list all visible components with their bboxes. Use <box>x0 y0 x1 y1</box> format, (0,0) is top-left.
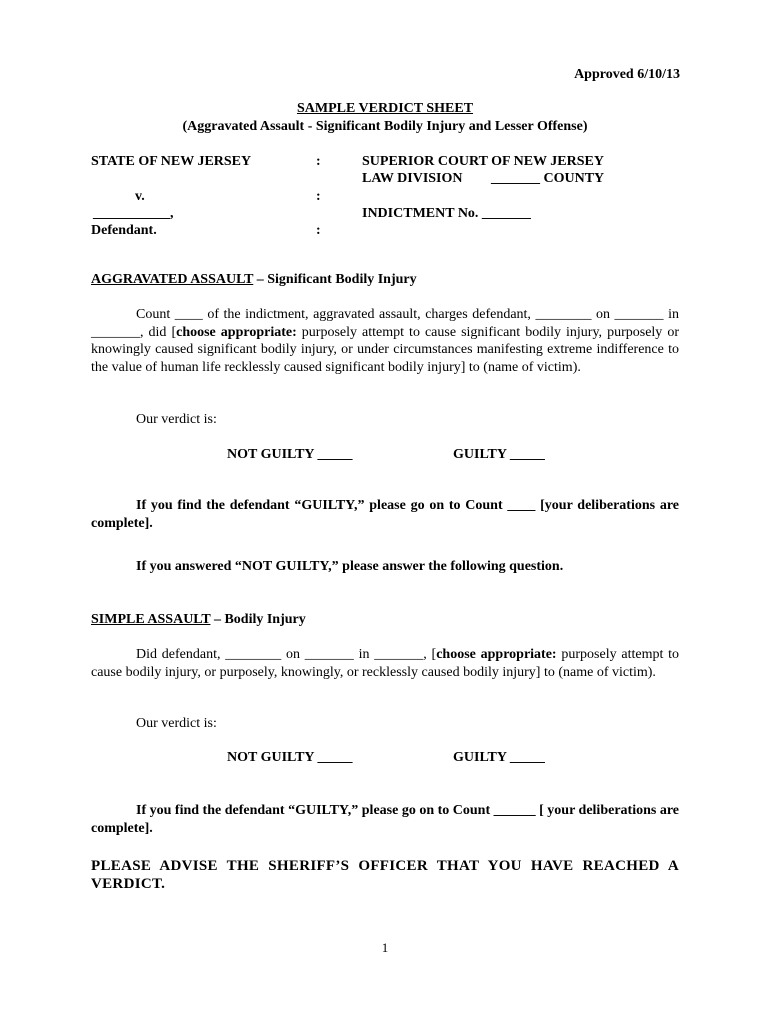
caption-indictment: INDICTMENT No. _______ <box>362 206 531 221</box>
caption-county: _______ COUNTY <box>491 171 605 186</box>
caption-colon-2: : <box>316 189 321 204</box>
section1-heading <box>91 271 417 289</box>
caption-defendant-blank: ___________, <box>93 206 174 221</box>
section2-heading <box>91 611 306 629</box>
page-number: 1 <box>381 940 389 955</box>
caption-law-division: LAW DIVISION <box>362 171 463 186</box>
section1-paragraph <box>91 306 679 376</box>
section1-heading-subtitle: – Significant Bodily Injury <box>253 272 417 287</box>
section1-not-guilty-question: If you answered “NOT GUILTY,” please answer the following question. <box>136 559 564 574</box>
document-title: SAMPLE VERDICT SHEET <box>296 101 474 116</box>
section2-paragraph-choose: choose appropriate: <box>436 647 557 662</box>
section2-not-guilty[interactable]: NOT GUILTY _____ <box>227 750 353 765</box>
caption-v: v. <box>135 189 145 204</box>
section1-not-guilty[interactable]: NOT GUILTY _____ <box>227 447 353 462</box>
section2-verdict-label: Our verdict is: <box>136 716 217 731</box>
caption-colon-3: : <box>316 223 321 238</box>
section1-heading-offense: AGGRAVATED ASSAULT <box>91 272 254 287</box>
section2-guilty[interactable]: GUILTY _____ <box>453 750 545 765</box>
caption-state: STATE OF NEW JERSEY <box>91 154 252 169</box>
section2-heading-subtitle: – Bodily Injury <box>210 612 306 627</box>
section1-guilty[interactable]: GUILTY _____ <box>453 447 545 462</box>
section1-paragraph-choose: choose appropriate: <box>176 324 297 340</box>
document-subtitle: (Aggravated Assault - Significant Bodily Injury and Lesser Offense) <box>182 119 588 134</box>
section2-heading-offense: SIMPLE ASSAULT <box>91 612 211 627</box>
caption-court: SUPERIOR COURT OF NEW JERSEY <box>362 154 604 169</box>
section2-paragraph-rest: purposely attempt to cause bodily injury, or purposely, knowingly, or recklessly caused bodily injury] to (name of victim). <box>91 647 680 680</box>
section2-instruction: If you find the defendant “GUILTY,” please go on to Count ______ [ your deliberations are complete]. <box>91 803 679 836</box>
approved-date: Approved 6/10/13 <box>574 67 680 82</box>
section2-paragraph <box>91 646 679 681</box>
section1-verdict-label: Our verdict is: <box>136 412 217 427</box>
section2-paragraph-lead: Did defendant, ________ on _______ in _______, [ <box>136 647 437 662</box>
section1-paragraph-lead: Count ____ of the indictment, aggravated assault, charges defendant, ________ on _______ in _______, did [ <box>91 307 679 340</box>
closing-instruction: PLEASE ADVISE THE SHERIFF’S OFFICER THAT YOU HAVE REACHED A VERDICT. <box>91 858 679 892</box>
caption-colon-1: : <box>316 154 321 169</box>
section1-paragraph-rest: purposely attempt to cause significant bodily injury, purposely or knowingly caused significant bodily injury, or under circumstances manifesting extreme indifference to the value of human life recklessly caused significant bodily injury] to (name of victim). <box>91 324 679 375</box>
caption-defendant: Defendant. <box>91 223 157 238</box>
section1-instruction: If you find the defendant “GUILTY,” please go on to Count ____ [your deliberations are complete]. <box>91 498 679 531</box>
